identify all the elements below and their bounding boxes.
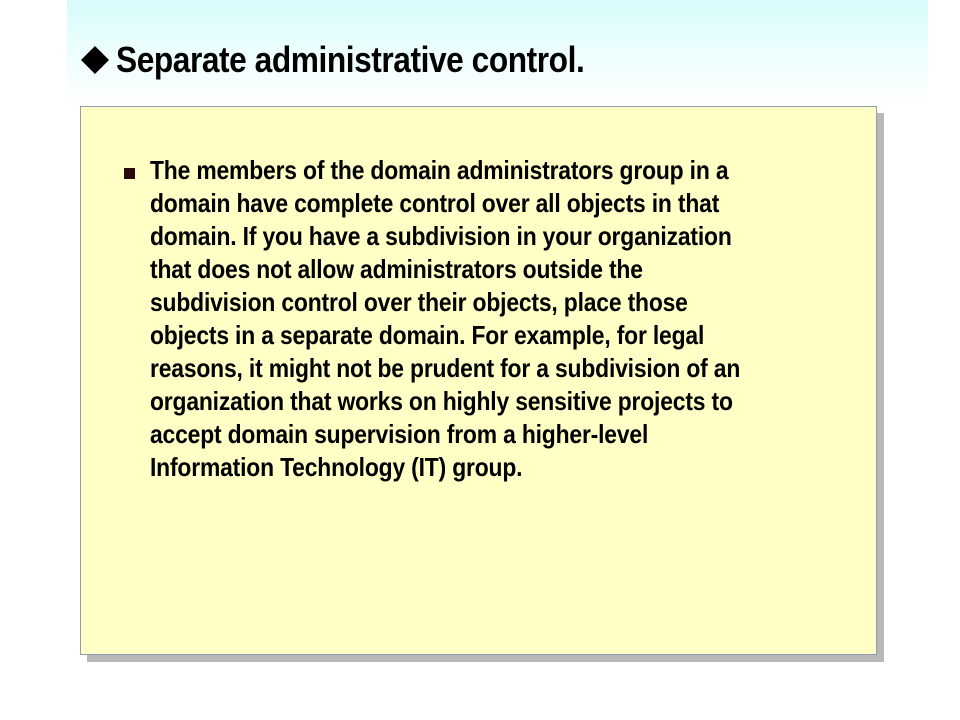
square-bullet-icon bbox=[124, 168, 135, 179]
slide-title: Separate administrative control. bbox=[116, 39, 585, 80]
bullet-text: The members of the domain administrators group in a domain have complete control over all objects in that domain. If you have a subdivision in your organization that does not allow administrators outside the subdivision control over their objects, place those objects in a separate domain. For example, for legal reasons, it might not be prudent for a subdivision of an organization that works on highly sensitive projects to accept domain supervision from a higher-level Information Technology (IT) group. bbox=[150, 155, 741, 482]
title-row bbox=[80, 36, 648, 84]
diamond-bullet-icon bbox=[80, 45, 110, 75]
bullet-item bbox=[124, 154, 844, 484]
